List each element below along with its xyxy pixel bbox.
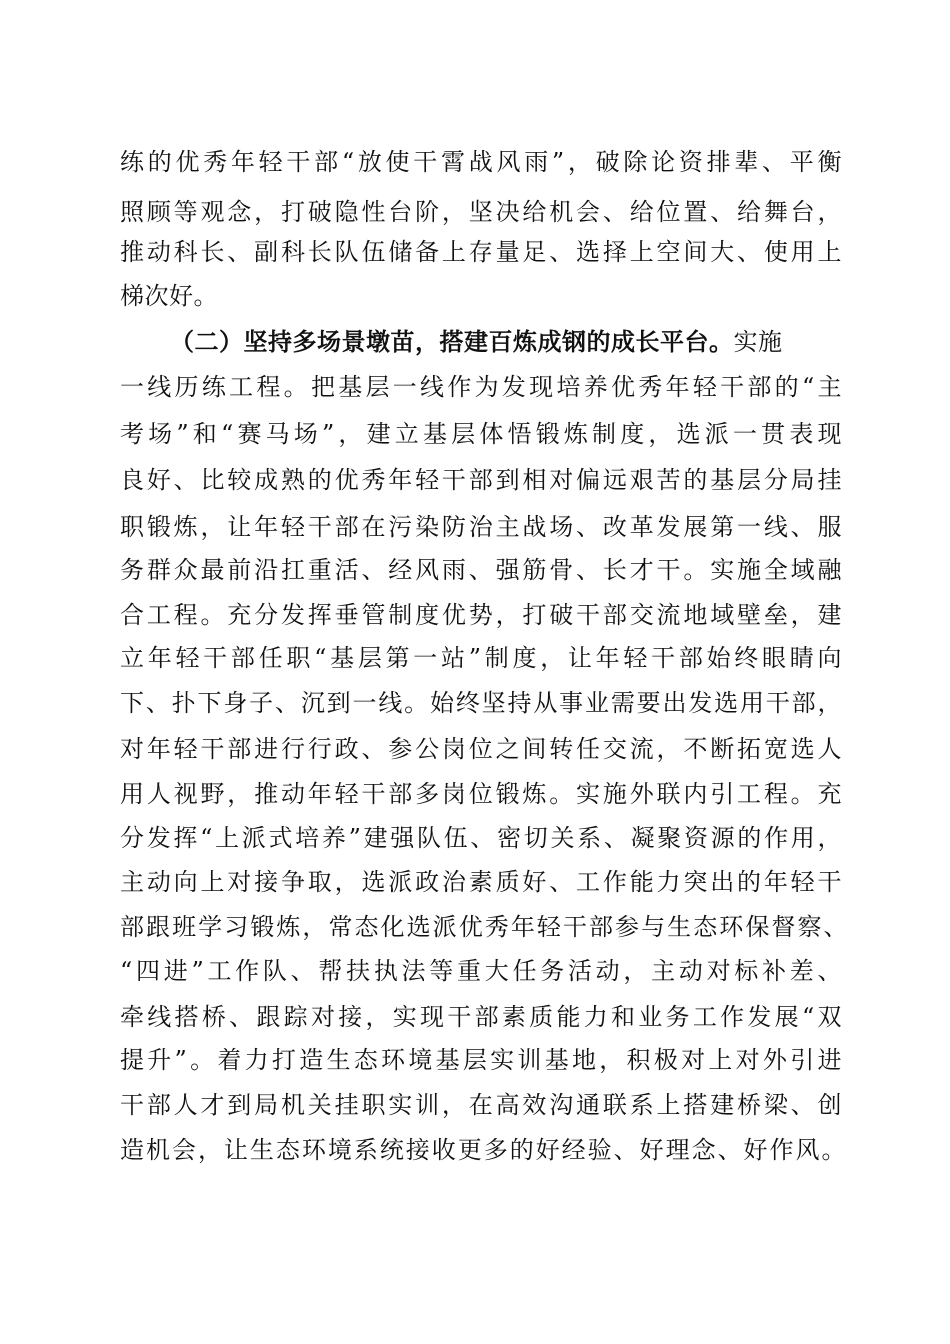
paragraph-2-line: 分发挥“上派式培养”建强队伍、密切关系、凝聚资源的作用， [120,824,842,852]
paragraph-1-line-3: 推动科长、副科长队伍储备上存量足、选择上空间大、使用上 [120,238,842,266]
paragraph-2-line: 合工程。充分发挥垂管制度优势，打破干部交流地域壁垒，建 [120,601,842,629]
paragraph-2-line: 下、扑下身子、沉到一线。始终坚持从事业需要出发选用干部， [120,689,842,717]
paragraph-2-line: 职锻炼，让年轻干部在污染防治主战场、改革发展第一线、服 [120,513,842,541]
paragraph-2-line: 务群众最前沿扛重活、经风雨、强筋骨、长才干。实施全域融 [120,556,842,584]
paragraph-2-line: “四进”工作队、帮扶执法等重大任务活动，主动对标补差、 [120,957,842,985]
paragraph-1-line-1: 练的优秀年轻干部“放使干霄战风雨”，破除论资排辈、平衡 [120,148,842,176]
paragraph-2-line: 造机会，让生态环境系统接收更多的好经验、好理念、好作风。 [120,1136,846,1164]
paragraph-2-line: 良好、比较成熟的优秀年轻干部到相对偏远艰苦的基层分局挂 [120,466,842,494]
paragraph-2-first-line [170,322,850,362]
paragraph-2-line: 主动向上对接争取，选派政治素质好、工作能力突出的年轻干 [120,868,842,896]
paragraph-1-line-4: 梯次好。 [120,282,218,310]
paragraph-2-line: 考场”和“赛马场”，建立基层体悟锻炼制度，选派一贯表现 [120,420,842,448]
paragraph-2-line: 对年轻干部进行行政、参公岗位之间转任交流，不断拓宽选人 [120,735,842,763]
paragraph-2-line: 牵线搭桥、跟踪对接，实现干部素质能力和业务工作发展“双 [120,1003,842,1031]
paragraph-2-line: 一线历练工程。把基层一线作为发现培养优秀年轻干部的“主 [120,373,842,401]
paragraph-2-line: 部跟班学习锻炼，常态化选派优秀年轻干部参与生态环保督察、 [120,913,848,941]
section-heading: （二）坚持多场景墩苗，搭建百炼成钢的成长平台。 [170,327,734,356]
paragraph-2-line: 提升”。着力打造生态环境基层实训基地，积极对上对外引进 [120,1046,842,1074]
paragraph-2-first-line-rest: 实施 [733,328,783,356]
paragraph-2-line: 立年轻干部任职“基层第一站”制度，让年轻干部始终眼睛向 [120,644,842,672]
paragraph-1-line-2: 照顾等观念，打破隐性台阶，坚决给机会、给位置、给舞台， [120,198,842,226]
paragraph-2-line: 干部人才到局机关挂职实训，在高效沟通联系上搭建桥梁、创 [120,1091,842,1119]
paragraph-2-line: 用人视野，推动年轻干部多岗位锻炼。实施外联内引工程。充 [120,780,842,808]
